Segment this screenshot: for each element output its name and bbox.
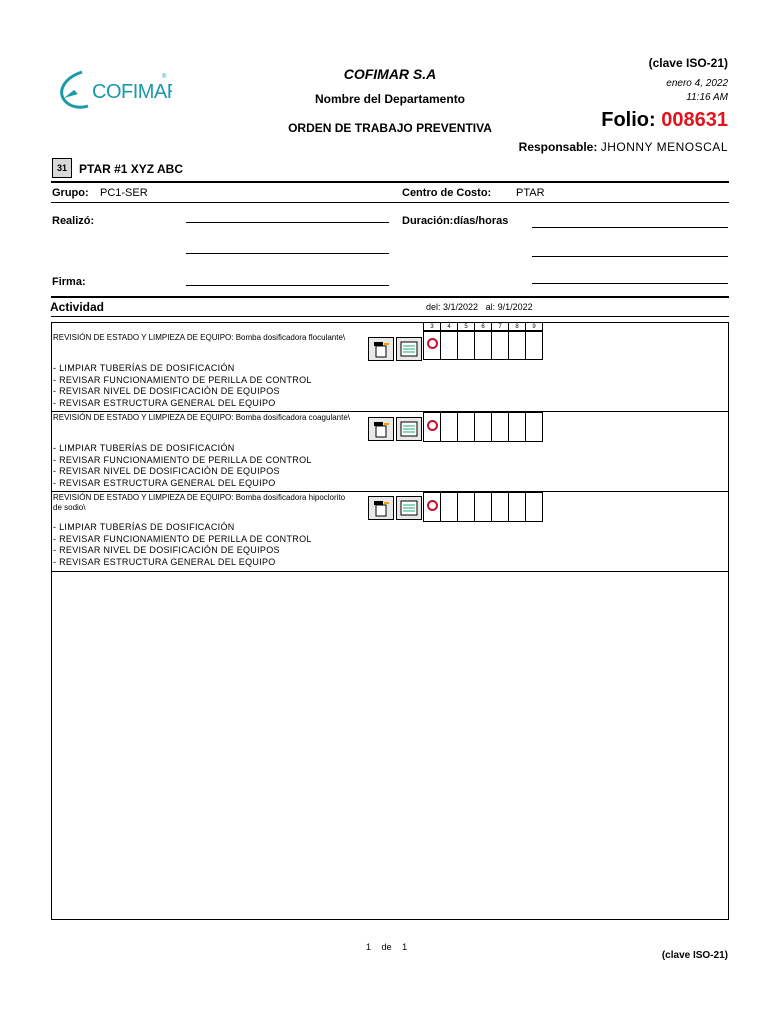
divider	[51, 181, 729, 183]
day-grid	[423, 330, 543, 360]
page-of: de	[381, 942, 392, 952]
spray-icon[interactable]	[368, 496, 394, 520]
day-cell[interactable]	[525, 330, 543, 360]
activity-title: REVISIÓN DE ESTADO Y LIMPIEZA DE EQUIPO: Bomba dosificadora coagulante\	[53, 413, 351, 422]
day-cell[interactable]	[491, 492, 509, 522]
duracion-line-2[interactable]	[532, 256, 728, 257]
responsable	[519, 140, 728, 154]
order-title: ORDEN DE TRABAJO PREVENTIVA	[288, 121, 492, 135]
duracion-line[interactable]	[532, 227, 728, 228]
responsable-label: Responsable:	[518, 140, 598, 154]
folio-number: 008631	[661, 109, 728, 131]
task-item: - REVISAR ESTRUCTURA GENERAL DEL EQUIPO	[53, 556, 276, 567]
divider	[51, 202, 729, 203]
item-icons	[368, 496, 422, 520]
folio	[601, 109, 728, 132]
page-total: 1	[402, 942, 408, 952]
manual-icon[interactable]	[396, 337, 422, 361]
day-grid	[423, 412, 543, 442]
logo-text: COFIMAR	[92, 81, 172, 103]
day-cell[interactable]	[525, 412, 543, 442]
day-cell[interactable]	[423, 330, 441, 360]
task-item: - REVISAR ESTRUCTURA GENERAL DEL EQUIPO	[53, 477, 276, 488]
day-number: 5	[457, 322, 475, 332]
realizo-line[interactable]	[186, 222, 389, 223]
day-cell[interactable]	[474, 412, 492, 442]
task-item: - REVISAR NIVEL DE DOSIFICACIÓN DE EQUIPOS	[53, 386, 280, 396]
firma-label: Firma:	[52, 276, 86, 288]
iso-code: (clave ISO-21)	[648, 56, 728, 70]
task-item: - LIMPIAR TUBERÍAS DE DOSIFICACIÓN	[53, 522, 235, 532]
firma-line[interactable]	[186, 285, 389, 286]
day-cell[interactable]	[525, 492, 543, 522]
scheduled-marker-icon	[427, 500, 438, 511]
del-value: 3/1/2022	[443, 302, 479, 312]
task-item: - REVISAR ESTRUCTURA GENERAL DEL EQUIPO	[53, 397, 276, 408]
task-item: - REVISAR NIVEL DE DOSIFICACIÓN DE EQUIPOS	[53, 466, 280, 476]
day-cell[interactable]	[491, 412, 509, 442]
time: 11:16 AM	[686, 92, 728, 103]
divider	[51, 296, 729, 298]
date-time	[666, 77, 728, 105]
spray-icon[interactable]	[368, 417, 394, 441]
day-cell[interactable]	[423, 492, 441, 522]
day-cell[interactable]	[440, 492, 458, 522]
day-cell[interactable]	[440, 412, 458, 442]
al-value: 9/1/2022	[497, 302, 533, 312]
day-cell[interactable]	[457, 412, 475, 442]
date-range	[426, 302, 533, 312]
task-item: - LIMPIAR TUBERÍAS DE DOSIFICACIÓN	[53, 443, 235, 453]
day-cell[interactable]	[457, 492, 475, 522]
day-number: 8	[508, 322, 526, 332]
activity-title: REVISIÓN DE ESTADO Y LIMPIEZA DE EQUIPO: Bomba dosificadora floculante\	[53, 333, 346, 342]
day-number: 3	[423, 322, 441, 332]
item-icons	[368, 337, 422, 361]
day-cell[interactable]	[491, 330, 509, 360]
day-cell[interactable]	[508, 492, 526, 522]
footer-iso-code: (clave ISO-21)	[661, 950, 728, 961]
row-divider	[51, 571, 729, 572]
page-current: 1	[366, 942, 372, 952]
duracion-label: Duración:días/horas	[402, 215, 509, 227]
day-cell[interactable]	[440, 330, 458, 360]
activity-label: Actividad	[50, 300, 105, 314]
page-number	[366, 942, 415, 952]
firma-line-2[interactable]	[532, 283, 728, 284]
company-name: COFIMAR S.A	[343, 66, 437, 82]
folio-label: Folio:	[601, 109, 656, 131]
calendar-icon: 31	[52, 158, 72, 178]
task-list	[53, 363, 373, 409]
day-grid	[423, 492, 543, 522]
item-icons	[368, 417, 422, 441]
day-number: 4	[440, 322, 458, 332]
scheduled-marker-icon	[427, 420, 438, 431]
date: enero 4, 2022	[666, 78, 728, 89]
task-item: - REVISAR FUNCIONAMIENTO DE PERILLA DE CONTROL	[53, 374, 312, 385]
del-label: del:	[426, 302, 441, 312]
day-cell[interactable]	[474, 330, 492, 360]
day-cell[interactable]	[508, 412, 526, 442]
manual-icon[interactable]	[396, 496, 422, 520]
task-item: - REVISAR NIVEL DE DOSIFICACIÓN DE EQUIPOS	[53, 545, 280, 555]
centro-costo-label: Centro de Costo:	[402, 187, 492, 199]
task-item: - REVISAR FUNCIONAMIENTO DE PERILLA DE CONTROL	[53, 533, 312, 544]
task-item: - LIMPIAR TUBERÍAS DE DOSIFICACIÓN	[53, 363, 235, 373]
activity-title: REVISIÓN DE ESTADO Y LIMPIEZA DE EQUIPO: Bomba dosificadora hipoclorito de sodio\	[53, 493, 346, 512]
day-cell[interactable]	[457, 330, 475, 360]
department-name: Nombre del Departamento	[314, 92, 466, 106]
grupo-value: PC1-SER	[100, 187, 148, 199]
realizo-line-2[interactable]	[186, 253, 389, 254]
realizo-label: Realizó:	[52, 215, 95, 227]
row-divider	[51, 411, 729, 412]
company-logo	[52, 64, 172, 114]
task-list	[53, 522, 373, 568]
svg-text:®: ®	[162, 74, 167, 80]
scheduled-marker-icon	[427, 338, 438, 349]
task-list	[53, 443, 373, 489]
day-cell[interactable]	[423, 412, 441, 442]
row-divider	[51, 491, 729, 492]
responsable-value: JHONNY MENOSCAL	[600, 140, 728, 154]
al-label: al:	[485, 302, 496, 312]
task-item: - REVISAR FUNCIONAMIENTO DE PERILLA DE CONTROL	[53, 454, 312, 465]
day-number: 7	[491, 322, 509, 332]
centro-costo-value: PTAR	[516, 187, 545, 199]
day-cell[interactable]	[474, 492, 492, 522]
day-number: 6	[474, 322, 492, 332]
spray-icon[interactable]	[368, 337, 394, 361]
grupo-label: Grupo:	[52, 187, 89, 199]
manual-icon[interactable]	[396, 417, 422, 441]
divider	[51, 316, 729, 317]
equipment-name: PTAR #1 XYZ ABC	[79, 162, 184, 176]
day-number: 9	[525, 322, 543, 332]
day-cell[interactable]	[508, 330, 526, 360]
